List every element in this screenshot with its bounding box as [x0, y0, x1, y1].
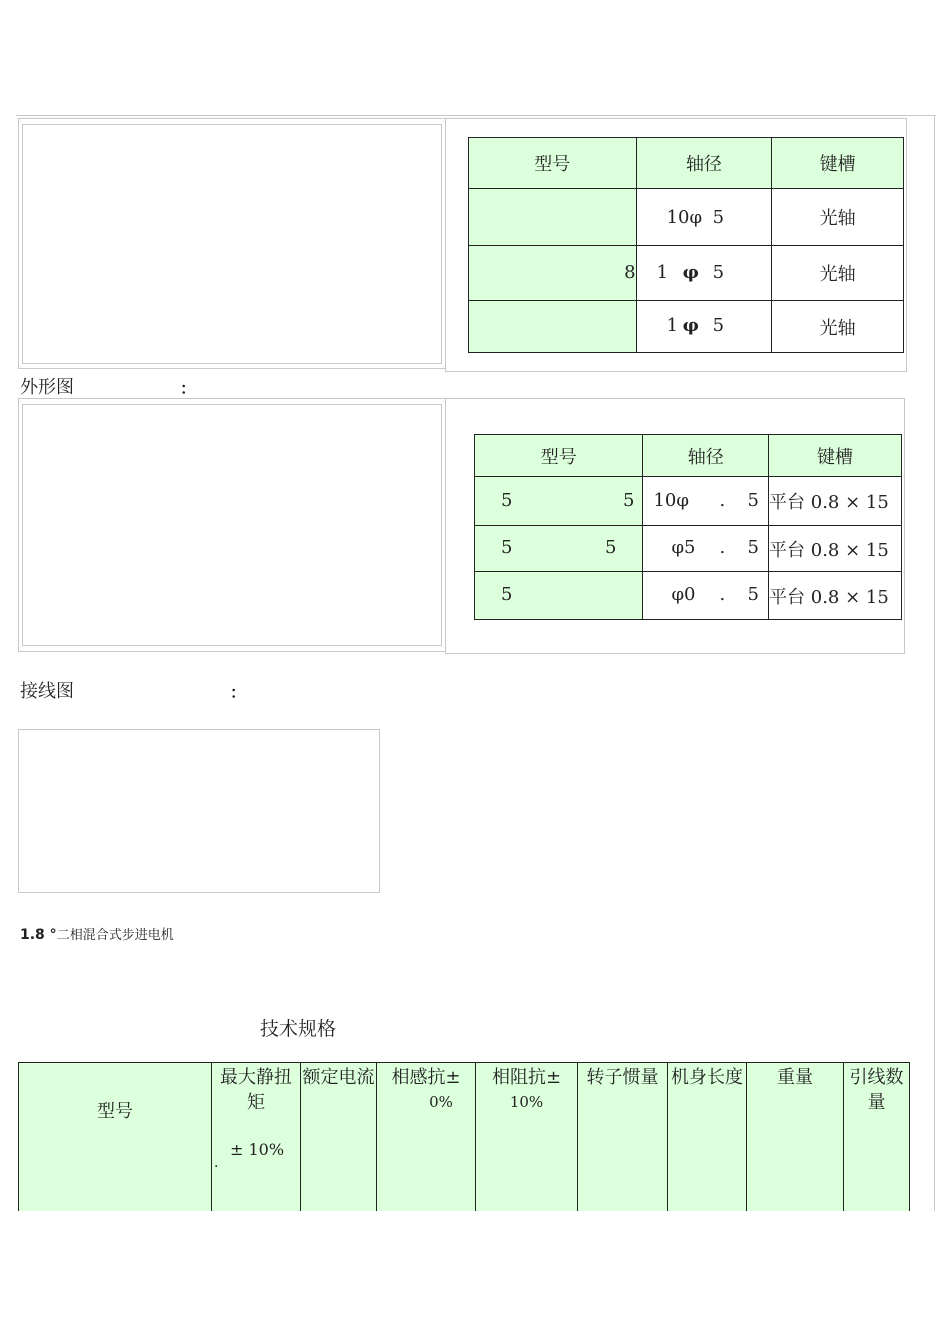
model-value-b: 5 — [605, 537, 617, 558]
wiring-diagram-placeholder — [18, 729, 380, 893]
torque-label: 最大静扭矩 — [220, 1067, 292, 1113]
col-weight: 重量 — [747, 1063, 844, 1213]
cell-model — [475, 572, 643, 620]
header-model: 型号 — [469, 138, 637, 189]
cell-model — [469, 246, 637, 301]
cell-model — [475, 526, 643, 572]
cell-keyway: 平台 0.8 × 15 — [769, 572, 902, 620]
step-angle: 1.8 ° — [20, 927, 57, 943]
col-inertia: 转子惯量 — [578, 1063, 668, 1213]
shaft-value: 1 — [656, 262, 669, 283]
cell-keyway: 平台 0.8 × 15 — [769, 526, 902, 572]
shaft-value-b: 5 — [747, 490, 759, 511]
col-model: 型号 — [19, 1063, 212, 1213]
cell-keyway: 平台 0.8 × 15 — [769, 477, 902, 526]
model-value-a: 5 — [501, 490, 513, 511]
tech-spec-table — [18, 1062, 910, 1213]
col-inductance — [377, 1063, 476, 1213]
shaft-value-b: 5 — [747, 584, 759, 605]
phi-symbol: φ — [682, 315, 699, 336]
inductance-tolerance: 0% — [429, 1093, 453, 1111]
header-keyway: 键槽 — [772, 138, 904, 189]
table-row — [475, 572, 902, 620]
cell-keyway: 光轴 — [772, 301, 904, 353]
cell-shaft — [636, 246, 772, 301]
model-value: 8 — [624, 262, 636, 283]
tech-spec-title: 技术规格 — [260, 1018, 337, 1040]
cell-shaft — [636, 301, 772, 353]
shaft-value: 10φ — [653, 490, 689, 511]
table-row — [475, 477, 902, 526]
cell-shaft — [643, 477, 769, 526]
shaft-value: 10φ — [666, 207, 703, 228]
cell-model — [469, 189, 637, 246]
cell-model — [469, 301, 637, 353]
right-border — [934, 115, 935, 1211]
header-shaft: 轴径 — [636, 138, 772, 189]
table-row — [475, 526, 902, 572]
torque-tolerance: ± 10% — [230, 1140, 285, 1159]
col-torque — [212, 1063, 301, 1213]
shaft-dot: . — [719, 490, 726, 511]
resistance-label: 相阻抗± — [491, 1067, 562, 1088]
cell-keyway: 光轴 — [772, 246, 904, 301]
outline-colon: ： — [180, 379, 197, 398]
header-model: 型号 — [475, 435, 643, 477]
wiring-label: 接线图 — [20, 681, 74, 702]
model-value-a: 5 — [501, 584, 513, 605]
col-resistance — [476, 1063, 578, 1213]
cell-shaft — [643, 526, 769, 572]
model-value-a: 5 — [501, 537, 513, 558]
shaft-dot: . — [719, 537, 726, 558]
col-current: 额定电流 — [301, 1063, 377, 1213]
wiring-colon: ： — [230, 683, 247, 702]
shaft-value: φ0 — [671, 584, 696, 605]
motor-type: 二相混合式步进电机 — [56, 928, 174, 943]
page-bottom-margin — [0, 1211, 950, 1344]
figure-placeholder-2 — [22, 404, 442, 646]
table-row — [469, 189, 904, 246]
shaft-value-b: 5 — [712, 207, 725, 228]
shaft-table-2 — [474, 434, 902, 620]
cell-shaft — [636, 189, 772, 246]
cell-model — [475, 477, 643, 526]
table-row — [469, 246, 904, 301]
table-row — [469, 301, 904, 353]
outline-label: 外形图 — [20, 377, 74, 398]
shaft-dot: . — [719, 584, 726, 605]
header-shaft: 轴径 — [643, 435, 769, 477]
figure-placeholder-1 — [22, 124, 442, 364]
resistance-tolerance: 10% — [509, 1093, 544, 1111]
cell-keyway: 光轴 — [772, 189, 904, 246]
shaft-table-1 — [468, 137, 904, 353]
shaft-value-b: 5 — [712, 315, 725, 336]
top-border — [16, 115, 936, 116]
model-value-b: 5 — [622, 490, 635, 511]
col-length: 机身长度 — [668, 1063, 747, 1213]
inductance-label: 相感抗± — [391, 1067, 461, 1088]
header-keyway: 键槽 — [769, 435, 902, 477]
phi-symbol: φ — [682, 262, 699, 283]
shaft-value: 1 — [666, 315, 679, 336]
torque-dot: . — [214, 1155, 219, 1171]
cell-shaft — [643, 572, 769, 620]
section-title — [20, 924, 174, 943]
shaft-value-b: 5 — [747, 537, 759, 558]
shaft-value-b: 5 — [712, 262, 725, 283]
col-leads: 引线数量 — [844, 1063, 910, 1213]
shaft-value: φ5 — [671, 537, 696, 558]
